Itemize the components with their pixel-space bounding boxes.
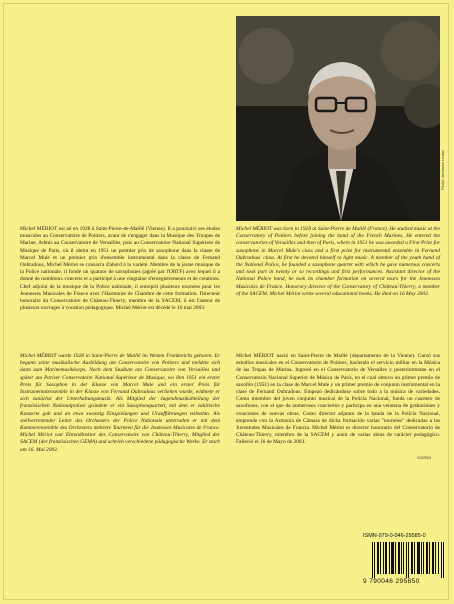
bio-spanish: Michel MÉRIOT nació en Saint-Pierre de Maillé (departamento de la Vienne). Cursó sus estudios musicales en el Conservatorio de Poitiers, haciendo el servicio militar en la Música de las Tropas de Marina. Ingresó en el Conservatorio de Versalles y posteriormente en el Conservatorio Nacional Superior de Música de París, en el cual obtuvo un primer premio de saxofón (1951) en la clase de Marcel Mule y un primer premio de conjunto instrumental en la clase de Fernand Oubradous. Empezó dedicándose sobre todo a la música de variedades. Como miembro del joven conjunto musical de la Policía Nacional, funda un cuarteto de saxofones, con el que da numerosos conciertos y participa en una veintena de grabaciones y creaciones de nuevas obras. Como director adjunto de la banda de la Policía Nacional, emprende con la Armonía de Cámara de dicha formación varias "tournées" dedicadas a las Juventudes Musicales de Francia. Michel Mériot es director honorario del Conservatorio de Château-Thierry, miembro de la SACEM y autor de varias obras de carácter pedagógico. Falleció el 16 de Mayo de 2003. [236, 353, 440, 446]
portrait-photo [236, 16, 440, 221]
barcode-bars [372, 542, 448, 578]
bio-german: Michel MÉRIOT wurde 1928 in Saint-Pierre de Maillé im Westen Frankreichs geboren. Er begann seine musikalische Ausbildung am Conservatoire von Poitiers und meldete sich dann zum Marinemusikkorps. Nach dem Studium am Conservatoire von Versailles und später am Pariser Conservatoire National Supérieur de Musique, wo ihm 1951 ein erster Preis für Saxophon in der Klasse von Marcel Mule und ein erster Preis für Instrumentalensemble in der Klasse von Fernand Oubradous verliehen wurde, widmete er sich zunächst der Unterhaltungsmusik. Als Mitglied der Jugendmusikabteilung der französischen Nationalpolizei gründete er ein Saxophonquartett, mit dem er zahlreiche Konzerte gab und an etwa zwanzig Einspielungen und Uraufführungen teilnahm. Als stellvertretender Leiter des Orchesters der Police Nationale unternahm er mit dem Kammerensemble des Orchesters mehrere Tourneen für die Jeunesses Musicales de France. Michel Mériot war Ehrendirektor des Conservatoire von Château-Thierry, Mitglied der SACEM (der französischen GEMA) und schrieb verschiedene pädagogische Werke. Er starb am 16. Mai 2003. [20, 353, 220, 453]
photo-credit: Photo: Archives Leduc [440, 150, 445, 190]
ismn-number: ISMN-979-0-046-29585-0 [363, 533, 426, 539]
bio-english: Michel MÉRIOT was born in 1928 at Saint-Pierre de Maillé (France). He studied music at the Conservatory of Poitiers before joining the band of the French Marines. He entered the conservatories of Versailles and then of Paris, where in 1951 he was awarded a First Prize for saxophone in Marcel Mule's class and a first prize for instrumental ensemble in Fernand Oubradous' class. At first he devoted himself to light music. A member of the youth band of the National Police, he founded a saxophone quartet with which he gave numerous concerts and took part in twenty or so recordings and first performances. Assistant director of the National Police band, he took its chamber formation on several tours for the Jeunesses Musicales de France. Honorary director of the Conservatory of Château-Thierry, a member of the SACEM, Michel Mériot wrote several educational books. He died on 16 May 2003. [236, 226, 440, 297]
barcode-digits: 9 790046 295850 [363, 578, 420, 585]
print-code: XII/2003 [417, 456, 432, 460]
bio-french: Michel MÉRIOT est né en 1928 à Saint-Pierre-de-Maillé (Vienne). Il a poursuivi ses études musicales au Conservatoire de Poitiers, avant de s'engager dans la Musique des Troupes de Marine. Admis au Conservatoire de Versailles, puis au Conservatoire National Supérieur de Musique de Paris, où il obtint en 1951 un premier prix de saxophone dans la classe de Marcel Mule et un premier prix d'ensemble instrumental dans la classe de Fernand Oubradous, Michel Mériot se consacra d'abord à la variété. Membre de la jeune musique de la Police nationale, il fonde un quatuor de saxophones (agréé par l'ORTF) avec lequel il a donné de nombreux concerts et a participé à une vingtaine d'enregistrements et de créations. Chef adjoint de la musique de la Police nationale, il entreprit plusieurs tournées pour les Jeunesses Musicales de France avec l'Harmonie de Chambre de cette formation. Directeur honoraire du Conservatoire de Château-Thierry, membre de la SACEM, il est l'auteur de plusieurs ouvrages à vocation pédagogique. Michel Mériot est décédé le 16 mai 2003. [20, 226, 220, 312]
